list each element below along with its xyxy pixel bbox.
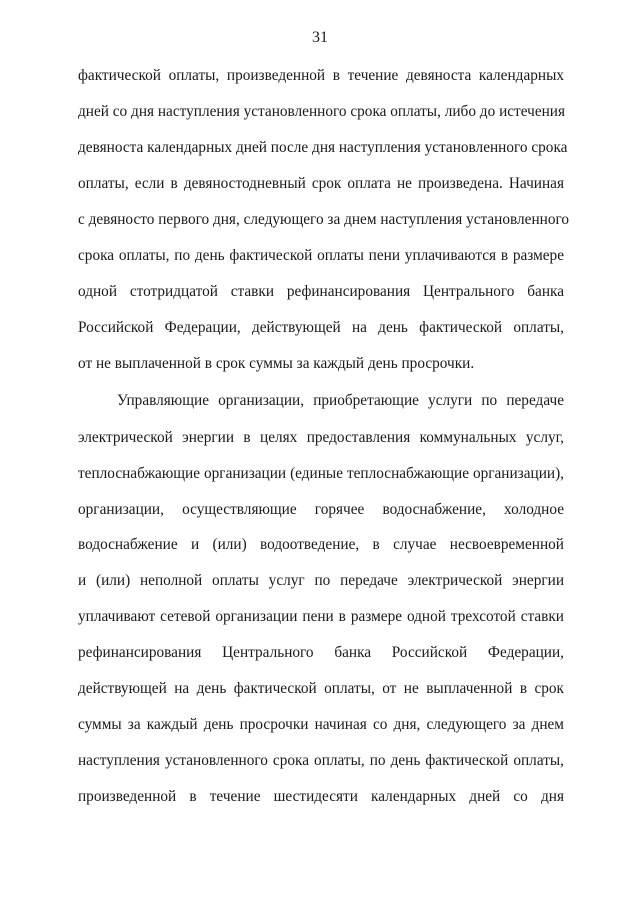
text-line: и (или) неполной оплаты услуг по передаче электрической энергии xyxy=(78,572,564,589)
text-line: одной стотридцатой ставки рефинансирования Центрального банка xyxy=(78,283,564,300)
text-line: теплоснабжающие организации (единые теплоснабжающие организации), xyxy=(78,465,564,482)
text-line: рефинансирования Центрального банка Российской Федерации, xyxy=(78,644,564,661)
page-number: 31 xyxy=(312,29,328,46)
text-line: фактической оплаты, произведенной в течение девяноста календарных xyxy=(78,67,564,84)
text-line: Управляющие организации, приобретающие услуги по передаче xyxy=(117,392,564,409)
text-line: организации, осуществляющие горячее водоснабжение, холодное xyxy=(78,501,564,518)
text-line: Российской Федерации, действующей на день фактической оплаты, xyxy=(78,319,564,336)
text-line: действующей на день фактической оплаты, от не выплаченной в срок xyxy=(78,680,564,697)
text-line: оплаты, если в девяностодневный срок оплата не произведена. Начиная xyxy=(78,175,564,192)
text-line: девяноста календарных дней после дня наступления установленного срока xyxy=(78,139,568,156)
text-line: дней со дня наступления установленного срока оплаты, либо до истечения xyxy=(78,103,566,120)
text-line: уплачивают сетевой организации пени в размере одной трехсотой ставки xyxy=(78,608,564,625)
text-line: водоснабжение и (или) водоотведение, в случае несвоевременной xyxy=(78,536,564,553)
text-line: электрической энергии в целях предоставления коммунальных услуг, xyxy=(78,429,564,446)
text-line: произведенной в течение шестидесяти календарных дней со дня xyxy=(78,788,564,805)
text-line: с девяносто первого дня, следующего за днем наступления установленного xyxy=(78,211,570,228)
text-line: суммы за каждый день просрочки начиная со дня, следующего за днем xyxy=(78,716,564,733)
text-line: срока оплаты, по день фактической оплаты пени уплачиваются в размере xyxy=(78,247,564,264)
text-line: от не выплаченной в срок суммы за каждый день просрочки. xyxy=(78,355,475,372)
text-line: наступления установленного срока оплаты, по день фактической оплаты, xyxy=(78,752,564,769)
